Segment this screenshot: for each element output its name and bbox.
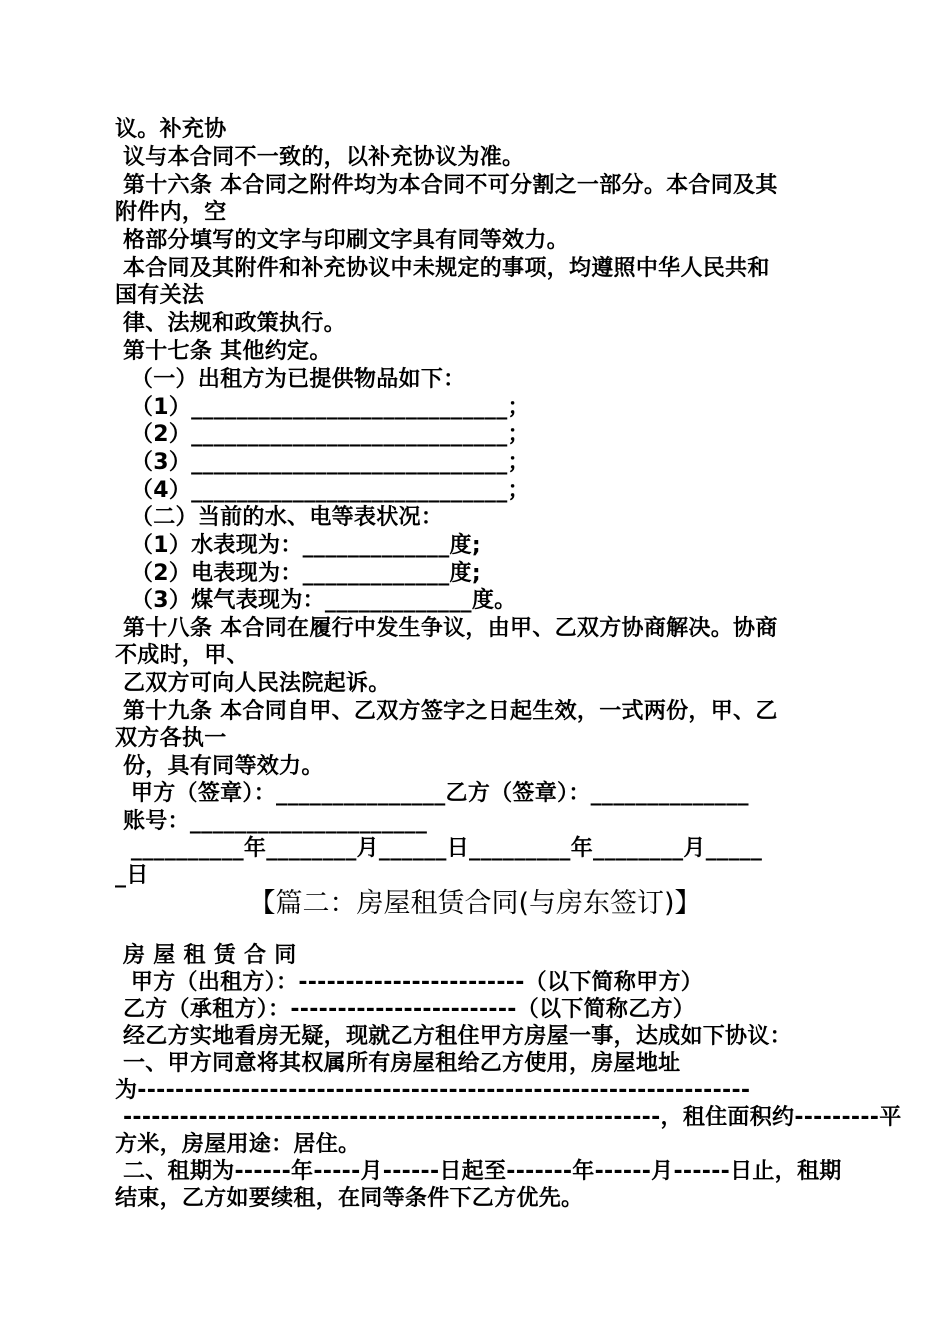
text-line: 为----------------------------------------------------------------- <box>115 1078 751 1103</box>
blank-field-line: （1）____________________________； <box>115 395 530 420</box>
section-title: 【篇二：房屋租赁合同(与房东签订)】 <box>248 888 702 919</box>
electric-meter-line: （2）电表现为：_____________度; <box>115 561 481 586</box>
text-line: 国有关法 <box>115 283 205 308</box>
account-line: 账号：_____________________ <box>115 809 428 834</box>
text-line: 方米，房屋用途：居住。 <box>115 1132 361 1157</box>
text-line: 律、法规和政策执行。 <box>115 311 346 336</box>
text-line: 结束，乙方如要续租，在同等条件下乙方优先。 <box>115 1186 584 1211</box>
text-line: 第十六条 本合同之附件均为本合同不可分割之一部分。本合同及其 <box>115 173 778 198</box>
text-line: 一、甲方同意将其权属所有房屋租给乙方使用，房屋地址 <box>115 1051 681 1076</box>
date-line: __________年________月______日_________年________月_____ <box>115 836 763 861</box>
party-b-line: 乙方（承租方）：------------------------（以下简称乙方） <box>115 997 696 1022</box>
text-line: 不成时，甲、 <box>115 643 249 668</box>
text-line: 经乙方实地看房无疑，现就乙方租住甲方房屋一事，达成如下协议： <box>115 1024 792 1049</box>
text-line: 附件内，空 <box>115 200 227 225</box>
blank-field-line: （4）____________________________； <box>115 478 530 503</box>
water-meter-line: （1）水表现为：_____________度; <box>115 533 481 558</box>
contract-heading: 房 屋 租 赁 合 同 <box>115 943 297 968</box>
text-line: 第十九条 本合同自甲、乙双方签字之日起生效，一式两份，甲、乙 <box>115 699 778 724</box>
text-line: （一）出租方为已提供物品如下： <box>115 367 466 392</box>
text-line: 议与本合同不一致的，以补充协议为准。 <box>115 145 525 170</box>
text-line: 议。补充协 <box>115 117 227 142</box>
text-line: 第十八条 本合同在履行中发生争议，由甲、乙双方协商解决。协商 <box>115 616 778 641</box>
signature-line: 甲方（签章）：_______________乙方（签章）：______________ <box>115 781 749 806</box>
blank-field-line: （3）____________________________； <box>115 450 530 475</box>
text-line: 份，具有同等效力。 <box>115 754 324 779</box>
text-line: 本合同及其附件和补充协议中未规定的事项，均遵照中华人民共和 <box>115 256 770 281</box>
party-a-line: 甲方（出租方）：------------------------（以下简称甲方） <box>115 970 704 995</box>
text-line: 双方各执一 <box>115 726 227 751</box>
blank-field-line: （2）____________________________； <box>115 422 530 447</box>
gas-meter-line: （3）煤气表现为：_____________度。 <box>115 588 517 613</box>
date-line: _日 <box>115 863 149 888</box>
text-line: 第十七条 其他约定。 <box>115 339 332 364</box>
text-line: 格部分填写的文字与印刷文字具有同等效力。 <box>115 228 569 253</box>
text-line: ---------------------------------------------------------，租住面积约---------平 <box>115 1105 902 1130</box>
text-line: 二、租期为------年-----月------日起至-------年------月------日止，租期 <box>115 1159 842 1184</box>
text-line: （二）当前的水、电等表状况： <box>115 505 444 530</box>
text-line: 乙双方可向人民法院起诉。 <box>115 671 391 696</box>
